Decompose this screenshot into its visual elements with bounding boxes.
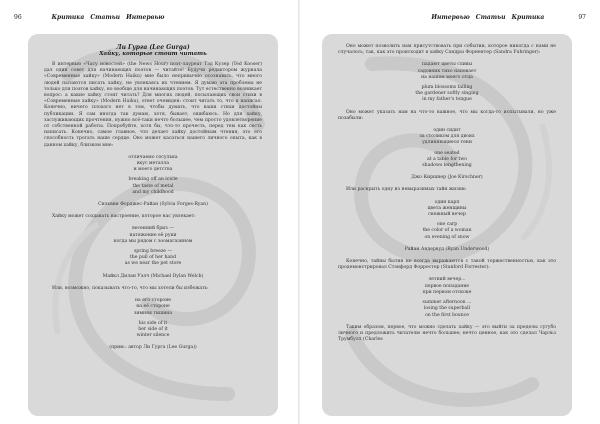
haiku-line: отличаемо сосулька [128, 154, 178, 160]
haiku-author: Сильвия Форджес-Райан (Sylvia Forges-Ryan) [98, 202, 208, 208]
haiku-1 [44, 155, 262, 196]
paragraph: Или раскрыть одну из невыразимых тайн жизни: [346, 187, 467, 193]
haiku-author: Джо Киршнер (Joe Kirschner) [411, 175, 483, 181]
haiku-line-en: shadows lengthening [422, 163, 472, 169]
right-page [300, 0, 600, 424]
haiku-line-en: one carp [436, 222, 458, 228]
haiku-line-en: spring breeze — [133, 249, 173, 255]
haiku-line-en: his side of it [138, 320, 168, 326]
haiku-line: падают цветы сливы [421, 62, 473, 68]
haiku-line-en: one seated [434, 150, 460, 156]
haiku-line: при первом отскоке [422, 289, 472, 295]
paragraph: В интервью «Часу новостей» (the News Hour) поэт-лауреат Тэд Кузер (Ted Kooser) дал один совет для начинающих поэтов — читайте! Будучи редактором журнала «Современные хайку» (Modern Haiku) мне было непривычно осознавать, что много людей пытаются писать хайку, не увлекаясь их чтением. Я думаю эта проблема не только для поэтов хайку, но вообще для начинающих поэтов. Тут естественно возникает вопрос: а какие хайку стоит читать? Для многих людей, посылающих свои стихи в «Современные хайку» (Modern Haiku), ответ очевиден: стоит читать то, что я написал. Конечно, ничего плохого нет в том, чтобы думать, что ваши стихи достойны публикации. Я сам иногда так думаю, хотя, бывает, ошибаюсь. Но для хайку, заслуживающих прочтения, нужно всё-таки нечто большее, чем просто удовлетворение от собственной работы. Попробуйте, хотя бы, что-то прочесть, перед тем как сесть написать. Конечно, самое главное, что делает хайку достойным чтения, это его способность трогать наше сердце. Оно может касаться нашего личного опыта, как в данном хайку, близком мне: [44, 62, 262, 148]
haiku-author: (прим.: автор Ли Гурга (Lee Gurga)) [109, 345, 197, 351]
haiku-5 [338, 128, 556, 169]
article-panel [28, 34, 278, 416]
paragraph: Оно может указать нам на что-то важное, что мы когда-то испытывали, но уже позабыли: [338, 109, 556, 121]
haiku-line-en: breaking off an icicle [128, 177, 178, 183]
haiku-7 [338, 277, 556, 318]
haiku-4 [338, 62, 556, 103]
haiku-line-en: winter silence [136, 333, 170, 339]
haiku-line-en: her side of it [138, 326, 168, 332]
paragraph: Или, возможно, показывать что-то, что мы хотели бы избежать: [52, 285, 209, 291]
haiku-line: цвета женщины [427, 205, 467, 211]
nav-item[interactable]: Интервью [126, 14, 165, 21]
haiku-line: один карп [434, 199, 460, 205]
haiku-line: удлиняющиеся тени [422, 140, 472, 146]
haiku-line: снежный вечер [428, 212, 466, 218]
haiku-line-en: the gardener softly singing [415, 91, 479, 97]
article-subtitle: Хайку, которые стоит читать [99, 51, 207, 57]
haiku-line-en: as we near the pet store [124, 261, 182, 267]
paragraph: Оно может позволить нам присутствовать при событии, которое никогда с нами не случалось, так, как это происходит в хайку Сандры Форнентер (Sandra Fuhringer): [338, 44, 556, 56]
haiku-line-en: plum blossoms falling [421, 85, 473, 91]
haiku-author: Райан Андервуд (Ryan Underwood) [404, 246, 490, 252]
haiku-line: на нашем моего отца [421, 74, 473, 80]
haiku-line: садовник тихо напевает [417, 68, 477, 74]
nav-item[interactable]: Статьи [475, 14, 506, 21]
haiku-line-en: on the first bounce [424, 312, 469, 318]
haiku-line: один сидит [433, 128, 461, 134]
paragraph: Таким образом, первое, что можно сделать хайку — это выйти за пределы сугубо личного и предложить читателю нечто большее; нечто ценное, как это сделал Чарльз Трумбулл (Charles [338, 324, 556, 343]
haiku-line: весенний бриз — [132, 226, 174, 232]
paragraph: Хайку может создавать настроение, которое нас увлекает: [52, 214, 196, 220]
haiku-3 [44, 298, 262, 339]
page-number: 97 [578, 14, 586, 21]
haiku-line: за столиком для двоих [419, 134, 475, 140]
nav-item[interactable]: Статьи [90, 14, 121, 21]
haiku-line-en: at a table for two [426, 156, 468, 162]
haiku-line: на его стороне [135, 298, 171, 304]
haiku-line: зимняя тишина [133, 310, 173, 316]
nav-item[interactable]: Критика [511, 14, 545, 21]
haiku-author: Майкл Дилан Уэлч (Michael Dylan Welch) [102, 273, 204, 279]
haiku-line: вкус металла [136, 161, 170, 167]
page-number: 96 [14, 14, 22, 21]
haiku-line-en: the color of a woman [422, 228, 472, 234]
haiku-line-en: the taste of metal [132, 183, 174, 189]
haiku-line-en: summer afternoon ... [422, 300, 472, 306]
section-nav [431, 14, 550, 21]
paragraph: Конечно, тайны бытия не всегда выражаются с такой торжественностью, как это продемонстрировал Стэнфорд Форрестер (Stanford Forrester): [338, 259, 556, 271]
haiku-line: и моего детства [133, 167, 173, 173]
haiku-line-en: the pull of her hand [129, 255, 177, 261]
haiku-line: на её стороне [136, 304, 170, 310]
nav-item[interactable]: Интервью [431, 14, 470, 21]
haiku-line: первое попадание [424, 283, 470, 289]
haiku-2 [44, 226, 262, 267]
haiku-line: летний вечер... [428, 277, 466, 283]
haiku-line-en: in my father's tongue [422, 97, 472, 103]
right-running-header [431, 14, 586, 21]
left-running-header [14, 14, 164, 21]
section-nav [52, 14, 165, 21]
haiku-6 [338, 200, 556, 241]
haiku-line: натяжение её руки [129, 232, 177, 238]
haiku-line-en: and my childhood [132, 189, 174, 195]
haiku-line-en: losing the superball [423, 306, 471, 312]
article-author-title: Ли Гурга (Lee Gurga) [116, 44, 190, 51]
haiku-line: когда мы рядом с зоомагазином [113, 238, 193, 244]
article-panel [322, 34, 572, 416]
haiku-line-en: on evening of snow [424, 234, 470, 240]
nav-item[interactable]: Критика [51, 14, 85, 21]
